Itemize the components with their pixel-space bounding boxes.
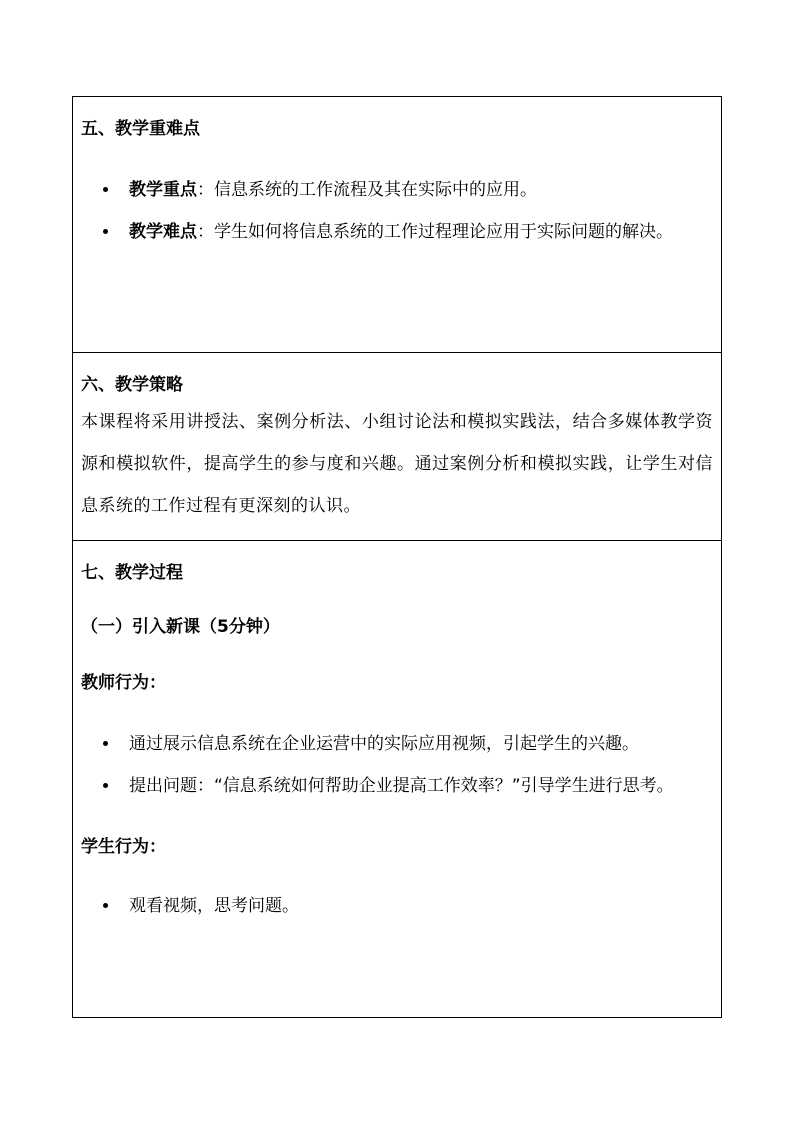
bullet-icon bbox=[103, 783, 108, 788]
list-item bbox=[81, 765, 713, 807]
lesson-plan-table bbox=[72, 96, 722, 1018]
section-row-difficulty bbox=[73, 97, 722, 353]
list-item bbox=[81, 723, 713, 765]
difficulty-list bbox=[81, 169, 713, 253]
list-item bbox=[81, 211, 713, 253]
section-row-process bbox=[73, 541, 722, 1018]
item-text: 学生如何将信息系统的工作过程理论应用于实际问题的解决。 bbox=[214, 222, 673, 242]
section-cell-difficulty bbox=[73, 97, 722, 353]
list-item bbox=[81, 885, 713, 927]
section-title-strategy: 六、教学策略 bbox=[81, 375, 183, 395]
bullet-icon bbox=[103, 741, 108, 746]
item-separator: ： bbox=[197, 222, 214, 242]
student-list bbox=[81, 885, 713, 927]
item-text: 观看视频，思考问题。 bbox=[129, 896, 299, 916]
bullet-icon bbox=[103, 229, 108, 234]
item-text: 通过展示信息系统在企业运营中的实际应用视频，引起学生的兴趣。 bbox=[129, 734, 639, 754]
section-row-strategy bbox=[73, 353, 722, 541]
item-separator: ： bbox=[197, 180, 214, 200]
section-title-difficulty: 五、教学重难点 bbox=[81, 119, 200, 139]
student-heading: 学生行为： bbox=[81, 837, 166, 857]
strategy-paragraph: 本课程将采用讲授法、案例分析法、小组讨论法和模拟实践法，结合多媒体教学资源和模拟软件，提高学生的参与度和兴趣。通过案例分析和模拟实践，让学生对信息系统的工作过程有更深刻的认识。 bbox=[81, 412, 713, 516]
item-text: 提出问题：“信息系统如何帮助企业提高工作效率？”引导学生进行思考。 bbox=[129, 776, 674, 796]
bullet-icon bbox=[103, 903, 108, 908]
section-cell-process bbox=[73, 541, 722, 1018]
list-item bbox=[81, 169, 713, 211]
teacher-heading: 教师行为： bbox=[81, 673, 166, 693]
teacher-list bbox=[81, 723, 713, 807]
item-text: 信息系统的工作流程及其在实际中的应用。 bbox=[214, 180, 537, 200]
section-title-process: 七、教学过程 bbox=[81, 563, 183, 583]
item-label: 教学难点 bbox=[129, 222, 197, 242]
item-label: 教学重点 bbox=[129, 180, 197, 200]
section-cell-strategy bbox=[73, 353, 722, 541]
process-subtitle: （一）引入新课（5分钟） bbox=[81, 617, 280, 637]
bullet-icon bbox=[103, 187, 108, 192]
